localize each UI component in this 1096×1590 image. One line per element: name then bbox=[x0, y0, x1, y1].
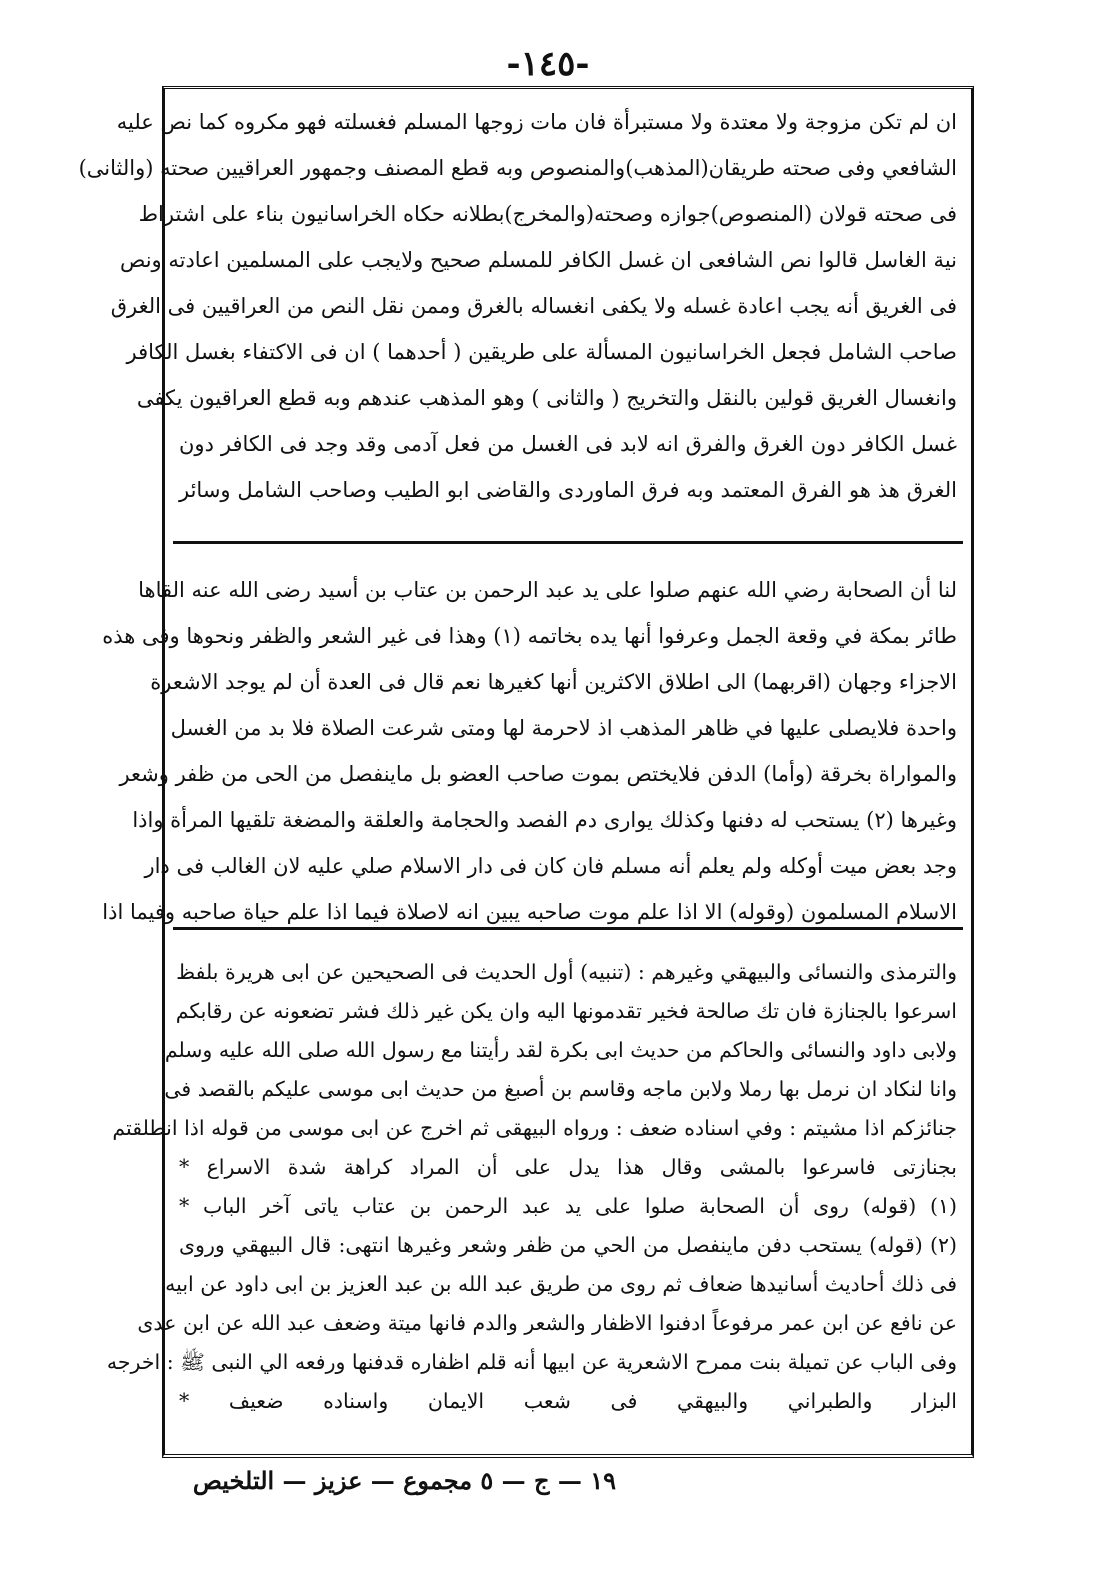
text-line: ولابى داود والنسائى والحاكم من حديث ابى بكرة لقد رأيتنا مع رسول الله صلى الله عليه وسلم bbox=[164, 1038, 957, 1062]
text-line: نية الغاسل قالوا نص الشافعى ان غسل الكافر للمسلم صحيح ولايجب على المسلمين اعادته ونص bbox=[119, 248, 957, 272]
footer-signature: ١٩ — ج — ٥ مجموع — عزيز — التلخيص bbox=[192, 1466, 616, 1495]
text-line: فى ذلك أحاديث أسانيدها ضعاف ثم روى من طريق عبد الله بن عبد العزيز بن ابى داود عن ابيه bbox=[165, 1272, 957, 1296]
text-line: فى الغريق أنه يجب اعادة غسله ولا يكفى انغساله بالغرق وممن نقل النص من العراقيين فى الغرق bbox=[110, 294, 957, 318]
text-line: غسل الكافر دون الغرق والفرق انه لابد فى الغسل من فعل آدمى وقد وجد فى الكافر دون bbox=[179, 432, 957, 456]
text-line: الشافعي وفى صحته طريقان(المذهب)والمنصوص وبه قطع المصنف وجمهور العراقيين صحته (والثانى) bbox=[78, 156, 957, 180]
main-text-section bbox=[78, 99, 957, 513]
section-divider bbox=[173, 541, 963, 544]
footnotes-section bbox=[106, 953, 958, 1421]
text-line: ان لم تكن مزوجة ولا معتدة ولا مستبرأة فان مات زوجها المسلم فغسلته فهو مكروه كما نص عليه bbox=[116, 110, 957, 134]
text-line: واحدة فلايصلى عليها في ظاهر المذهب اذ لاحرمة لها ومتى شرعت الصلاة فلا بد من الغسل bbox=[170, 716, 957, 740]
text-line: الغرق هذ هو الفرق المعتمد وبه فرق الماوردى والقاضى ابو الطيب وصاحب الشامل وسائر bbox=[179, 478, 957, 502]
text-line: وفى الباب عن تميلة بنت ممرح الاشعرية عن ابيها أنه قلم اظفاره قدفنها ورفعه الي النبى ﷺ : اخرجه bbox=[106, 1350, 957, 1374]
text-line: الاسلام المسلمون (وقوله) الا اذا علم موت صاحبه يبين انه لاصلاة فيما اذا علم حياة صاحبه وفيما اذا bbox=[102, 900, 957, 924]
text-line: والترمذى والنسائى والبيهقي وغيرهم : (تنبيه) أول الحديث فى الصحيحين عن ابى هريرة بلفظ bbox=[176, 960, 957, 984]
text-frame bbox=[78, 86, 974, 1458]
text-line: وانغسال الغريق قولين بالنقل والتخريج ( والثانى ) وهو المذهب عندهم وبه قطع العراقيون يكفى bbox=[136, 386, 957, 410]
commentary-section bbox=[102, 567, 957, 935]
text-line: وغيرها (٢) يستحب له دفنها وكذلك يوارى دم الفصد والحجامة والعلقة والمضغة تلقيها المرأة واذا bbox=[132, 808, 957, 832]
text-line: جنائزكم اذا مشيتم : وفي اسناده ضعف : ورواه البيهقى ثم اخرج عن ابى موسى من قوله اذا انطلقتم bbox=[112, 1116, 957, 1140]
text-line: وانا لنكاد ان نرمل بها رملا ولابن ماجه وقاسم بن أصبغ من حديث ابى موسى عليكم بالقصد فى bbox=[164, 1077, 957, 1101]
text-line: البزار والطبراني والبيهقي فى شعب الايمان واسناده ضعيف * bbox=[179, 1389, 957, 1413]
text-line: اسرعوا بالجنازة فان تك صالحة فخير تقدمونها اليه وان يكن غير ذلك فشر تضعونه عن رقابكم bbox=[175, 999, 957, 1023]
text-line: (١) (قوله) روى أن الصحابة صلوا على يد عبد الرحمن بن عتاب ياتى آخر الباب * bbox=[179, 1194, 957, 1218]
text-line: عن نافع عن ابن عمر مرفوعاً ادفنوا الاظفار والشعر والدم فانها ميتة وضعف عبد الله عن ابن عدى bbox=[137, 1311, 957, 1335]
text-line: والمواراة بخرقة (وأما) الدفن فلايختص بموت صاحب العضو بل ماينفصل من الحى من ظفر وشعر bbox=[119, 762, 957, 786]
page-number: -١٤٥- bbox=[506, 44, 590, 84]
text-line: الاجزاء وجهان (اقربهما) الى اطلاق الاكثرين أنها كغيرها نعم قال فى العدة أن لم يوجد الاشعرة bbox=[150, 670, 957, 694]
text-line: بجنازتى فاسرعوا بالمشى وقال هذا يدل على أن المراد كراهة شدة الاسراع * bbox=[179, 1155, 957, 1179]
text-line: فى صحته قولان (المنصوص)جوازه وصحته(والمخرج)بطلانه حكاه الخراسانيون بناء على اشتراط bbox=[138, 202, 957, 226]
text-line: (٢) (قوله) يستحب دفن ماينفصل من الحي من ظفر وشعر وغيرها انتهى: قال البيهقي وروى bbox=[179, 1233, 958, 1257]
text-line: وجد بعض ميت أوكله ولم يعلم أنه مسلم فان كان فى دار الاسلام صلي عليه لان الغالب فى دار bbox=[144, 854, 957, 878]
text-line: لنا أن الصحابة رضي الله عنهم صلوا على يد عبد الرحمن بن عتاب بن أسيد رضى الله عنه القاها bbox=[138, 578, 957, 602]
text-line: طائر بمكة في وقعة الجمل وعرفوا أنها يده بخاتمه (١) وهذا فى غير الشعر والظفر ونحوها وفى هذه bbox=[102, 624, 957, 648]
text-line: صاحب الشامل فجعل الخراسانيون المسألة على طريقين ( أحدهما ) ان فى الاكتفاء بغسل الكافر bbox=[126, 340, 957, 364]
section-divider bbox=[173, 927, 963, 930]
